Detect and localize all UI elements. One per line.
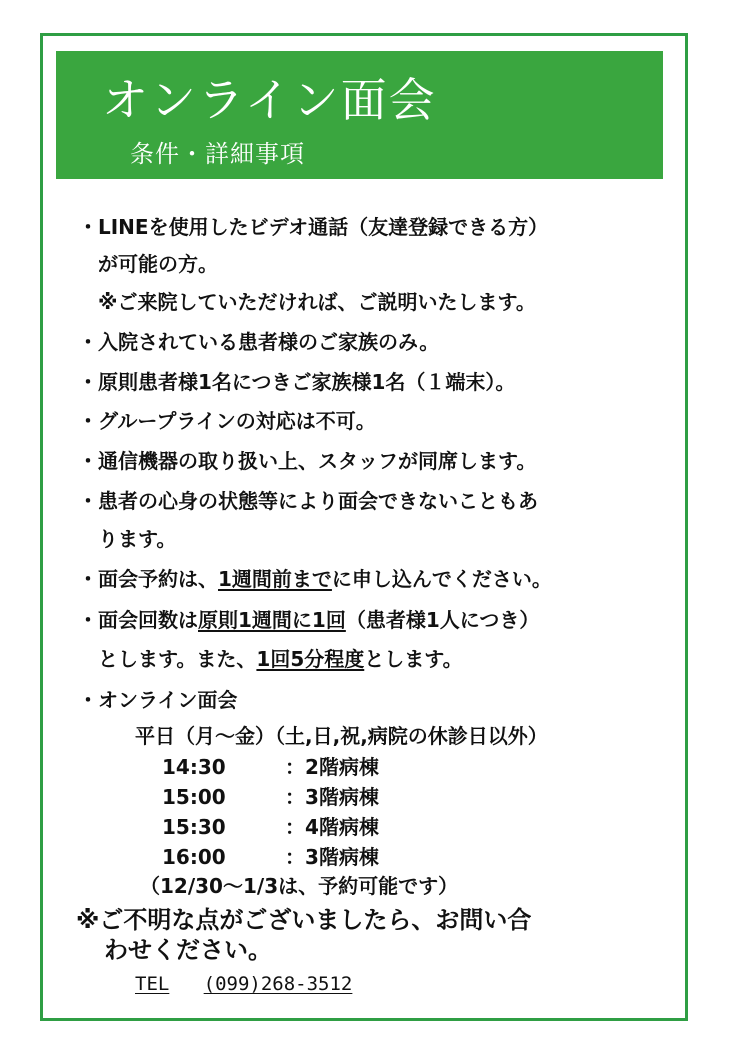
schedule-time: 15:00 — [162, 785, 226, 809]
schedule-days: 平日（月～金）（土,日,祝,病院の休診日以外） — [135, 724, 548, 748]
reservation-text-a: ・面会予約は、 — [78, 567, 218, 591]
schedule-note: （12/30～1/3は、予約可能です） — [140, 874, 459, 898]
schedule-heading: ・オンライン面会 — [78, 688, 238, 712]
condition-line-video-call: ・LINEを使用したビデオ通話（友達登録できる方） — [78, 215, 549, 239]
schedule-time: 15:30 — [162, 815, 226, 839]
schedule-ward: ：3階病棟 — [285, 785, 379, 809]
frequency-text-c: とします。また、 — [98, 647, 257, 671]
condition-line-condition-note: ・患者の心身の状態等により面会できないこともあ — [78, 489, 538, 513]
condition-line-staff-present: ・通信機器の取り扱い上、スタッフが同席します。 — [78, 449, 537, 473]
condition-line-group-line: ・グループラインの対応は不可。 — [78, 409, 376, 433]
frequency-text-b: （患者様1人につき） — [345, 608, 540, 632]
schedule-ward: ：3階病棟 — [285, 845, 379, 869]
condition-line-frequency — [78, 606, 539, 634]
condition-line-one-per-patient: ・原則患者様1名につきご家族様1名（１端末）。 — [78, 370, 516, 394]
condition-line-family-only: ・入院されている患者様のご家族のみ。 — [78, 330, 440, 354]
page-subtitle: 条件・詳細事項 — [130, 140, 305, 168]
schedule-time: 14:30 — [162, 755, 226, 779]
phone-number: (099)268-3512 — [203, 973, 353, 995]
page-title: オンライン面会 — [102, 73, 437, 127]
reservation-text-b: に申し込んでください。 — [331, 567, 552, 591]
condition-line-frequency-cont — [98, 645, 463, 673]
condition-line-video-call-cont: が可能の方。 — [98, 252, 218, 276]
schedule-time: 16:00 — [162, 845, 226, 869]
duration-limit: 1回5分程度 — [256, 647, 365, 671]
condition-line-condition-note-cont: ります。 — [98, 527, 177, 551]
schedule-ward: ：2階病棟 — [285, 755, 379, 779]
frequency-text-a: ・面会回数は — [78, 608, 198, 632]
schedule-ward: ：4階病棟 — [285, 815, 379, 839]
condition-line-reservation — [78, 565, 552, 593]
frequency-limit: 原則1週間に1回 — [198, 608, 346, 632]
phone-label: TEL — [135, 973, 170, 995]
reservation-deadline: 1週間前まで — [218, 567, 332, 591]
phone-contact — [135, 970, 352, 998]
contact-notice: ※ご不明な点がございましたら、お問い合 — [76, 906, 532, 934]
frequency-text-d: とします。 — [364, 647, 463, 671]
condition-line-explain-note: ※ご来院していただければ、ご説明いたします。 — [98, 290, 536, 314]
contact-notice-cont: わせください。 — [104, 936, 272, 964]
